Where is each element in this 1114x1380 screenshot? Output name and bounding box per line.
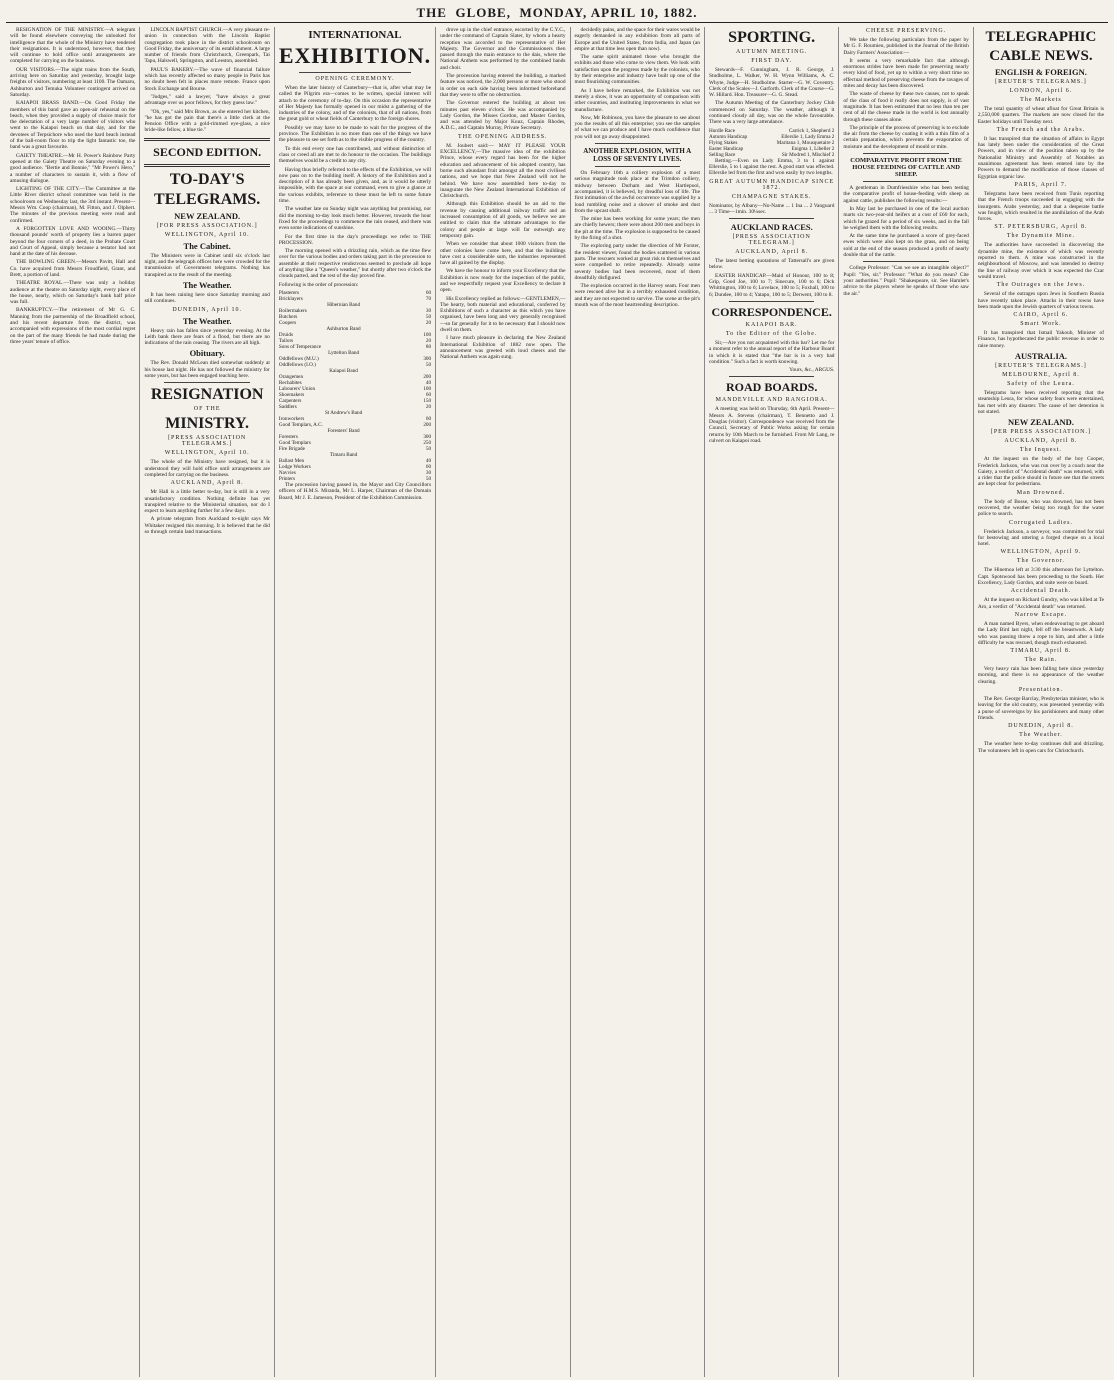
- ministry-heading: MINISTRY.: [165, 415, 250, 433]
- cable-news-heading: CABLE NEWS.: [989, 48, 1093, 64]
- article-text: The exploring party under the direction of Mr Forster, the resident viewer, found the bodies scattered in various parts. The rescuers worked at great risk to themselves and were compelled to retire repeatedly. Already some seventy bodies had been recovered, most of them dreadfully disfigured.: [574, 243, 700, 281]
- article-text: THE BOWLING GREEN.—Messrs Pavitt, Hall and Co. have acquired from Messrs Froudfield, Grant, and Brett, a portion of land.: [10, 259, 136, 278]
- section-subheading: KAIAPOI BAR.: [745, 321, 798, 328]
- procession-name: Ironworkers: [278, 415, 305, 422]
- section-subheading: Safety of the Leura.: [1007, 381, 1075, 388]
- column-7: [839, 27, 973, 1377]
- dateline: TIMARU, April 8.: [1010, 648, 1072, 655]
- procession-name: Tailors: [278, 337, 294, 344]
- dateline: AUCKLAND, April 8.: [735, 249, 809, 256]
- article-text: Telegrams have been received reporting that the steamship Leura, for whose safety fears were entertained, has met with any disaster. The cause of her detention is not stated.: [977, 390, 1105, 415]
- article-text: The explosion occurred in the Harvey seam. Four men were rescued alive but in a terribly exhausted condition, and they are not expected to survive. The scene at the pit's mouth was of the most heartrending description.: [574, 283, 700, 308]
- article-text: The latest betting quotations of Tattersall's are given below.: [708, 258, 835, 271]
- article-text: The Governor entered the building at about ten minutes past eleven o'clock. He was accompanied by Lady Gordon, the Misses Gordon, and Master Gordon, and was attended by Major Kuuz, Captain Rhodes, A.D.C., and Captain Murray, Private Secretary.: [440, 100, 566, 132]
- procession-name: Ballast Men: [278, 457, 305, 464]
- article-text: The Hinemoa left at 3:30 this afternoon for Lyttelton. Capt. Spotswood has been proceeding to the South. Her Excellency, Lady Gordon, and suite were on board.: [977, 567, 1105, 587]
- article-text: The Ministers were in Cabinet until six o'clock last night, and the telegraph offices here were crowded for the transmission of Government telegrams. Nothing has transpired as to the result of the meeting.: [144, 252, 270, 278]
- column-3: [275, 27, 436, 1377]
- columns: [6, 27, 1108, 1377]
- table-title: Following is the order of procession:: [278, 281, 359, 288]
- procession-count: 300: [423, 355, 432, 362]
- correspondence-heading: CORRESPONDENCE.: [711, 304, 832, 319]
- section-subheading: To the Editor of the Globe.: [725, 330, 818, 337]
- second-edition-heading: SECOND EDITION.: [153, 144, 262, 159]
- article-text: "Oh, yes," said Mrs Brown, as she entered her kitchen, "he has got the pain that there's a little clerk at the Pension Office with a gold-rimmed eye-glass, a nice bride-like fellow, a blue tie.": [144, 108, 270, 134]
- article-text: A gentleman in Dumfriesshire who has been testing the comparative profit of house-feeding with sheep as against cattle, publishes the following results:—: [843, 185, 969, 204]
- article-text: drove up in the chief entrance, escorted by the C.Y.C., under the command of Captain Slater, by whom a hearty reception was accorded to the representative of Her Majesty. The Governor and the Commissioners then passed through the main entrance to the dais, where the National Anthem was performed by the combined bands and choir.: [440, 27, 566, 71]
- section-subheading: The Weather.: [1019, 732, 1063, 739]
- article-text: Frederick Jackson, a surveyor, was committed for trial for bestowing and uttering a forged cheque on a local hotel.: [977, 528, 1105, 548]
- article-text: It has transpired that the situation of affairs in Egypt has lately been under the consideration of the Great Powers, and in view of the position taken up by the Nationalist Ministry and Assembly of Notables an unanimous agreement has been entered into by the Powers to demand the modification of those clauses of Egyptian organic law.: [977, 135, 1105, 180]
- dateline: CAIRO, April 6.: [1013, 312, 1069, 319]
- procession-name: Hibernian Band: [327, 301, 361, 308]
- column-6: [705, 27, 839, 1377]
- race-result: Carrick 1, Shepherd 2: [788, 127, 835, 134]
- race-name: Autumn Handicap: [708, 133, 748, 140]
- procession-name: Printers: [278, 475, 296, 482]
- section-subheading: Corrugated Ladies.: [1008, 519, 1073, 526]
- article-text: The weather late on Sunday night was anything but promising, nor did the morning to-day look much better. However, towards the hour fixed for the proceedings to commence the rain ceased, and there was even some indications of sunshine.: [278, 206, 432, 232]
- dateline: AUCKLAND, April 8.: [1004, 438, 1078, 445]
- article-text: The procession having entered the building, a marked feature was noticed, the 2,000 persons or more who stood in order on each side having been informed beforehand that they were to offer no obstruction.: [440, 73, 566, 98]
- column-5: [571, 27, 705, 1377]
- section-subheading: [PRESS ASSOCIATION TELEGRAMS.]: [168, 435, 247, 448]
- procession-count: 30: [425, 469, 432, 476]
- article-text: When the later history of Canterbury—that is, after what may be called the Pilgrim era—comes to be written, special interest will attach to the ceremony of to-day. On this occasion the representative of Her Majesty has formally opened in our midst a gathering of the industries of the colony, and of the colonists, that of all nations, from the great gold or wheat fields of Canterbury to the foreign shores.: [278, 85, 432, 123]
- divider: [595, 166, 680, 167]
- article-text: The authorities have succeeded in discovering the dynamite mine, the existence of which was recently reported to them. A mine was constructed in the neighbourhood of Moscow, and was intended to destroy the line of railway over which it was expected the Czar would travel.: [977, 242, 1105, 280]
- race-name: Flying Stakes: [708, 139, 738, 146]
- article-text: A meeting was held on Thursday, 6th April. Present—Messrs A. Stevens (chairman), T. Bennetto and J. Douglas (visitor). Correspondence was received from the Council, Secretary of Public Works asking for certain returns by 10th March to be furnished. From Mr Lang, re culvert on Kaiapoi road.: [708, 406, 835, 444]
- procession-count: 20: [425, 337, 432, 344]
- section-subheading: Man Drowned.: [1016, 489, 1066, 496]
- article-text: At the same time he purchased a score of grey-faced ewes which were also kept on the grass, and on being sold at the end of the season produced a profit of nearly double that of the cattle.: [843, 233, 969, 259]
- procession-count: 50: [425, 361, 432, 368]
- divider: [595, 143, 680, 144]
- procession-name: Foresters' Band: [327, 427, 360, 434]
- section-heading: Obituary.: [189, 348, 225, 359]
- procession-name: Druids: [278, 331, 293, 338]
- exhibition-heading: EXHIBITION.: [278, 43, 432, 68]
- section-heading: The Weather.: [182, 279, 232, 290]
- article-text: At the inquest on Richard Gundry, who was killed at Te Aro, a verdict of "Accidental death" was returned.: [977, 597, 1105, 610]
- article-text: The morning opened with a drizzling rain, which as the time flew over for the various bodies and orders taking part in the procession to assemble at their respective rendezvous seemed to preclude all hope of anything like a "Queen's weather," but shortly after two o'clock the clouds parted, and the rest of the day proved fine.: [278, 248, 432, 280]
- section-subheading: OPENING CEREMONY.: [315, 76, 395, 82]
- race-result: Maritana 1, Mousquetaire 2: [776, 139, 835, 146]
- procession-count: 100: [423, 385, 432, 392]
- article-text: BANKRUPTCY.—The retirement of Mr G. C. Manning from the partnership of the Broadfield school, and his recent departure from the district, was accompanied with expressions of the most cordial regret on the part of the many friends he had made during the three years' tenure of office.: [10, 307, 136, 345]
- section-subheading: The French and the Arabs.: [996, 126, 1086, 133]
- divider: [729, 218, 814, 219]
- article-text: "Judges," said a lawyer, "have always a great advantage over us poor fellows, for they guess law.": [144, 93, 270, 107]
- divider: [144, 164, 269, 167]
- article-text: The Rev. George Barclay, Presbyterian minister, who is leaving for the old country, was presented yesterday with a purse of sovereigns by his parishioners and many other friends.: [977, 696, 1105, 721]
- procession-name: Navvies: [278, 469, 296, 476]
- section-subheading: The Markets: [1020, 97, 1062, 103]
- article-text: Very heavy rain has been falling here since yesterday morning, and there is no appearance of the weather clearing.: [977, 666, 1105, 685]
- section-heading: The Weather.: [182, 315, 232, 326]
- procession-name: Bricklayers: [278, 295, 303, 302]
- procession-count: 50: [425, 475, 432, 482]
- intl-heading: INTERNATIONAL: [308, 29, 402, 41]
- procession-count: 150: [423, 397, 432, 404]
- article-text: We take the following particulars from the paper by Mr G. F. Roumieu, published in the Journal of the British Dairy Farmers' Association:—: [843, 37, 969, 56]
- section-subheading: GREAT AUTUMN HANDICAP SINCE 1872.: [709, 178, 835, 191]
- article-text: The procession having passed in, the Mayor and City Councillors officers of H.M.S. Miranda, Mr L. Harper, Chairman of the Domain Board, Mr J. E. Jameson, President of the Exhibition Commission.: [278, 481, 432, 501]
- procession-name: Good Templars, A.C.: [278, 421, 323, 428]
- divider: [164, 382, 249, 383]
- procession-name: Rechabites: [278, 379, 302, 386]
- dateline: ST. PETERSBURG, April 8.: [994, 224, 1088, 231]
- procession-name: Labourers' Union: [278, 385, 316, 392]
- article-text: On February 16th a colliery explosion of a most serious magnitude took place at the Trimdon colliery, midway between Durham and West Hartlepool, accompanied, it is believed, by dreadful loss of life. The first intimation of the awful occurrence was supplied by a loud rumbling noise and a shower of smoke and dust from the upcast shaft.: [574, 170, 700, 214]
- race-name: Hurdle Race: [708, 127, 736, 134]
- procession-count: 60: [425, 415, 432, 422]
- article-text: The Rev. Donald McLean died somewhat suddenly at his house last night. He has not followed the ministry for some years, but has been engaged teaching here.: [144, 360, 270, 380]
- article-text: To this end every one has contributed, and without distinction of class or creed all are met to do honour to the occasion. The buildings themselves would be a credit to any city.: [278, 145, 432, 165]
- article-text: Heavy rain has fallen since yesterday evening. At the Leith bank there are fears of a flood, but there are no indications of the rain ceasing. The rivers are all high.: [144, 327, 270, 347]
- article-text: College Professor: "Can we see an intangible object?" Pupil: "Yes, sir." Professor: "What do you mean? Cite your authorities." Pupil: "Shakespeare, sir. See Hamlet's advice to the players where he speaks of those who saw the air.": [843, 265, 969, 297]
- section-heading: COMPARATIVE PROFIT FROM THE HOUSE FEEDING OF CATTLE AND SHEEP.: [850, 157, 962, 179]
- divider: [729, 376, 814, 377]
- article-text: As I have before remarked, the Exhibition was not merely a show, it was an opportunity of comparison with other countries, and instituting improvements in what we manufacture.: [574, 87, 700, 113]
- section-heading: NEW ZEALAND.: [1007, 417, 1074, 428]
- section-heading: ENGLISH & FOREIGN.: [994, 67, 1087, 77]
- race-name: Easter Handicap: [708, 145, 744, 152]
- todays-heading: TO-DAY'S: [169, 170, 245, 188]
- column-2: [140, 27, 274, 1377]
- article-text: decidedly pains, and the space for their wares would be eagerly demanded in any exhibition from all parts of Europe and the United States, from India, and Japan (an empire at that time less open than now).: [574, 27, 700, 52]
- procession-name: Coopers: [278, 319, 297, 326]
- procession-count: 20: [425, 403, 432, 410]
- procession-name: Ashburton Band: [326, 325, 361, 332]
- section-subheading: The Inquest.: [1019, 447, 1062, 454]
- procession-count: 250: [423, 439, 432, 446]
- masthead-left: THE: [416, 5, 447, 20]
- section-subheading: Narrow Escape.: [1014, 611, 1068, 618]
- article-text: A man named Byers, when endeavouring to get aboard the Lady Bird last night, fell off the breastwork. A lady who was passing threw a rope to him, and after a little difficulty he was rescued, though much exhausted.: [977, 620, 1105, 646]
- column-1: [6, 27, 140, 1377]
- procession-name: Butchers: [278, 313, 298, 320]
- divider: [863, 261, 948, 262]
- resignation-heading: RESIGNATION: [150, 386, 264, 404]
- race-result: Enigma 1, Libeller 2: [791, 145, 835, 152]
- article-text: GAIETY THEATRE.—Mr H. Power's Rainbow Party opened at the Gaiety Theatre on Saturday evening to a good audience. "Bertie and Bonnie," "Mr Power's Hero," a number of characters to sustain it, with a flow of amusing dialogue.: [10, 152, 136, 184]
- section-subheading: [REUTER'S TELEGRAMS.]: [995, 363, 1087, 370]
- procession-count: 60: [425, 391, 432, 398]
- procession-name: Boilermakers: [278, 307, 307, 314]
- article-text: RESIGNATION OF THE MINISTRY.—A telegram will be found elsewhere conveying the unlooked for intelligence that the whole of the Ministry have tendered their resignations. It is understood, however, that they will continue to hold office until arrangements are completed for carrying on the business.: [10, 27, 136, 65]
- article-text: At the inquest on the body of the boy Cooper, Frederick Jackson, who was run over by a coach near the Gaiety, a verdict of "Accidental death" was returned, with a rider that the police should in future see that the streets are kept clear for pedestrians.: [977, 456, 1105, 488]
- race-result: Sir Modred 1, Mischief 2: [781, 151, 835, 158]
- dateline: WELLINGTON, April 10.: [164, 231, 250, 238]
- article-text: Mr Hall is a little better to-day, but is still in a very unsatisfactory condition. Nothing definite has yet transpired relative to the Ministerial situation, nor do I expect to learn anything further for a few days.: [144, 489, 270, 515]
- article-text: We have the honour to inform your Excellency that the Exhibition is now ready for the inspection of the public, and we respectfully request your Excellency to declare it open.: [440, 268, 566, 294]
- section-heading: NEW ZEALAND.: [174, 210, 241, 221]
- dateline: MELBOURNE, April 8.: [1002, 372, 1080, 379]
- section-subheading: THE OPENING ADDRESS.: [458, 133, 548, 140]
- article-text: Several of the outrages upon Jews in Southern Russia have recently taken place. Attacks in their towns have been made upon the Jewish quarters of various towns.: [977, 291, 1105, 310]
- procession-count: 60: [425, 289, 432, 296]
- divider: [863, 181, 948, 182]
- section-subheading: The Dynamite Mine.: [1006, 233, 1075, 240]
- section-subheading: The Governor.: [1016, 558, 1065, 565]
- divider: [299, 72, 411, 73]
- article-text: When we consider that about 1000 visitors from the other colonies have come here, and that the buildings have cost a considerable sum, the industries represented have all gained by the display.: [440, 241, 566, 267]
- section-heading: AUSTRALIA.: [1014, 351, 1068, 362]
- procession-name: St Andrew's Band: [324, 409, 363, 416]
- section-subheading: CHEESE PRESERVING.: [866, 28, 947, 34]
- article-text: In May last he purchased in one of the local auction marts six two-year-old heifers at a cost of £60 for each, which he grazed for a period of six weeks, and in the fall he weighed them with the following results.: [843, 205, 969, 231]
- procession-count: 80: [425, 343, 432, 350]
- article-text: Although this Exhibition should be an aid to the revenue by causing additional railway traffic and an increased consumption of all goods, we believe we are entitled to claim that the ultimate advantages to the colony and people at large will far outweigh any temporary gain.: [440, 201, 566, 239]
- procession-count: 200: [423, 421, 432, 428]
- section-subheading: AUTUMN MEETING.: [736, 49, 808, 55]
- article-text: Having thus briefly referred to the effects of the Exhibition, we will now pass on to the building itself. A history of the Exhibition and a description of it has already been given, and, as it would be utterly impossible, with the space at our command, even to give a glance at the various exhibits, reference to these must be left to some future time.: [278, 166, 432, 205]
- sporting-heading: SPORTING.: [728, 29, 816, 46]
- procession-count: 100: [423, 331, 432, 338]
- section-subheading: Smart Work.: [1020, 321, 1062, 328]
- procession-name: Lyttelton Band: [328, 349, 360, 356]
- section-heading: The Cabinet.: [183, 240, 231, 251]
- article-text: For the first time in the day's proceedings we refer to THE PROCESSION.: [278, 233, 432, 246]
- column-8: [974, 27, 1108, 1377]
- procession-name: Shoemakers: [278, 391, 305, 398]
- article-text: The total quantity of wheat afloat for Great Britain is 2,550,000 quarters. The markets are now closed for the Easter holidays until Tuesday next.: [977, 106, 1105, 125]
- article-text: A private telegram from Auckland to-night says Mr Whitaker resigned this morning. It is believed that he did so through certain land transactions.: [144, 516, 270, 535]
- dateline: WELLINGTON, April 10.: [164, 450, 250, 457]
- section-subheading: [PRESS ASSOCIATION TELEGRAM.]: [732, 234, 811, 247]
- divider: [729, 301, 814, 302]
- procession-name: Lodge Workers: [278, 463, 311, 470]
- article-text: The same spirit animated those who brought the exhibits and those who come to view them. We look with satisfaction upon the progress made by the colonists, who by their enterprise and industry have built up one of the most flourishing communities.: [574, 54, 700, 86]
- article-text: It has been raining here since Saturday morning and still continues.: [144, 291, 270, 305]
- procession-name: Plasterers: [278, 289, 300, 296]
- section-subheading: [PER PRESS ASSOCIATION.]: [990, 429, 1092, 436]
- article-text: M. Joubert said:— MAY IT PLEASE YOUR EXCELLENCY,—The massive idea of the exhibition Prince, whose every regard has been for the higher education and advancement of his adopted country, has borne such abundant fruit amongst all the most civilised nations, and we hope that New Zealand will not be behind. We have now assembled here to-day to inaugurate the New Zealand International Exhibition of Christchurch.: [440, 142, 566, 200]
- procession-name: Sons of Temperance: [278, 343, 322, 350]
- dateline: DUNEDIN, April 8.: [1008, 723, 1074, 730]
- dateline: WELLINGTON, April 9.: [1000, 549, 1082, 556]
- article-text: KAIAPOI BRASS BAND.—On Good Friday the members of this band gave an open-air rehearsal on the beach, when they provided a supply of choice music for the delectation of a very large number of visitors who went to the Kaiapoi beach on that day, and for the devotees of Terpsichore who used the hard beach instead of the ball-room floor to trip the light fantastic toe, the band was a great favourite.: [10, 100, 136, 151]
- masthead-date: MONDAY, APRIL 10, 1882.: [519, 5, 698, 20]
- article-text: Betting.—Even on Lady Emma, 3 to 1 against Ellerslie, 5 to 1 against the rest. A good start was effected. Ellerslie led from the first and won easily by two lengths.: [708, 157, 835, 177]
- procession-count: 200: [423, 373, 432, 380]
- procession-table: [279, 290, 431, 482]
- section-subheading: CHAMPAGNE STAKES.: [731, 193, 812, 200]
- section-subheading: FIRST DAY.: [751, 58, 793, 64]
- procession-count: 50: [425, 313, 432, 320]
- procession-count: 40: [425, 457, 432, 464]
- article-text: EASTER HANDICAP.—Maid of Honour, 100 to 8; Grip, Good Joe, 100 to 7; Sinecure, 100 to 6; Dick Whittington, 100 to 6; Lovelace, 100 to 5; Foxhall, 100 to 6; Dundee, 100 to 4; Yatapo, 100 to 5; Derwent, 100 to 8.: [708, 272, 835, 298]
- section-subheading: MANDEVILLE AND RANGIORA.: [715, 397, 828, 404]
- procession-name: Orangemen: [278, 373, 304, 380]
- article-text: It seems a very remarkable fact that although enormous strides have been made for preserving nearly every kind of food, yet up to within a very short time no effectual method of preserving cheese from the ravages of mites and decay has been discovered.: [843, 57, 969, 90]
- procession-name: Carpenters: [278, 397, 302, 404]
- procession-name: Foresters: [278, 433, 298, 440]
- divider: [863, 153, 948, 154]
- article-text: It has transpired that Ismail Yakoub, Minister of Finance, has hypothecated the public revenue in order to raise money.: [977, 330, 1105, 349]
- masthead: [6, 4, 1108, 23]
- section-subheading: Presentation.: [1018, 687, 1064, 694]
- article-text: The weather here to-day continues dull and drizzling. The volunteers left in open cars for Christchurch.: [977, 741, 1105, 754]
- dateline: LONDON, April 6.: [1009, 88, 1073, 94]
- race-name: Selling Race: [708, 151, 736, 158]
- telegraphic-heading: TELEGRAPHIC: [985, 29, 1097, 45]
- article-text: Telegrams have been received from Tunis reporting that the French troops succeeded in engaging with the insurgents. Arabs yesterday, and that a desperate battle was fought, which resulted in the annihilation of the Arab forces.: [977, 190, 1105, 223]
- article-text: The waste of cheese by these two causes, not to speak of the class of food it really does not supply, is of vast magnitude. It has been estimated that no less than ten per cent of all the cheese made in the world is lost annually through these causes alone.: [843, 91, 969, 123]
- section-subheading: The Outrages on the Jews.: [996, 282, 1086, 289]
- procession-count: 60: [425, 463, 432, 470]
- procession-count: 40: [425, 379, 432, 386]
- procession-count: 50: [425, 445, 432, 452]
- procession-name: Timaru Band: [329, 451, 358, 458]
- procession-count: 300: [423, 433, 432, 440]
- procession-name: Kaiapoi Band: [329, 367, 358, 374]
- section-subheading: [FOR PRESS ASSOCIATION.]: [156, 222, 258, 229]
- procession-count: 20: [425, 319, 432, 326]
- procession-count: 30: [425, 307, 432, 314]
- section-subheading: [REUTER'S TELEGRAMS.]: [995, 79, 1087, 85]
- masthead-name: GLOBE,: [455, 5, 511, 20]
- article-text: Nominator, by Albany—No-Name ... 1 Ina ... 2 Vanguard ... 3 Time—1min. 30¼sec.: [708, 202, 835, 215]
- section-heading: ANOTHER EXPLOSION, WITH A LOSS OF SEVENTY LIVES.: [583, 147, 692, 164]
- article-text: LIGHTING OF THE CITY.—The Committee at the Little River district school committee was held in the schoolroom on Wednesday last, the 3rd instant. Present—Messrs Wm. Coop (chairman), M. Fitton, and J. Olphert. The minutes of the previous meeting were read and confirmed.: [10, 186, 136, 224]
- article-text: The whole of the Ministry have resigned, but it is understood they will hold office until arrangements are completed for carrying on the business.: [144, 459, 270, 478]
- road-boards-heading: ROAD BOARDS.: [726, 380, 818, 395]
- dateline: DUNEDIN, April 10.: [172, 306, 242, 313]
- telegrams-heading: TELEGRAMS.: [154, 190, 261, 208]
- section-subheading: The Rain.: [1024, 657, 1058, 664]
- section-heading: AUCKLAND RACES.: [730, 222, 813, 233]
- article-text: Stewards—F. Cunningham, J. R. George, J. Studholme, L. Walker, W. H. Wynn Williams, A. C. Whyte, Judge—H. Studholme. Starter—G. W. Coventry. Clerk of the Scales—J. Garforth. Clerk of the Course—G. W. Hillard. Hon. Treasurer—G. G. Stead.: [708, 67, 835, 99]
- article-text: His Excellency replied as follows:—GENTLEMEN,—The hearty, both material and educational, conferred by Exhibitions of such a character as this which you have organised, have been long and very generally recognised—so far generally for it to be necessary that I should now dwell on them.: [440, 295, 566, 334]
- procession-name: Fire Brigade: [278, 445, 305, 452]
- article-text: Now, Mr Robinson, you have the pleasure to see about you the results of all this enterprise; you see the samples of what we can produce and I have much confidence that you will not go away disappointed.: [574, 114, 700, 140]
- article-text: The principle of the process of preserving is to exclude the air from the cheese by coating it with a thin film of a certain preparation, which prevents the evaporation of moisture and the development of mould or mite.: [843, 124, 969, 150]
- race-result: Ellerslie 1, Lady Emma 2: [781, 133, 835, 140]
- article-text: The mine has been working for some years; the men are chiefly hewers; there were about 200 men and boys in the pit at the time. The explosion is supposed to be caused by the firing of a shot.: [574, 216, 700, 242]
- article-text: LINCOLN BAPTIST CHURCH.—A very pleasant re-union in connection with the Lincoln Baptist congregation took place in the district schoolroom on Good Friday, the anniversary of its establishment. A large number of friends from Christchurch, Greenpark, Tai Tapu, Halswell, Springston, and Leeston, assembled.: [144, 27, 270, 65]
- procession-count: 70: [425, 295, 432, 302]
- section-subheading: Accidental Death.: [1010, 588, 1072, 595]
- article-text: THEATRE ROYAL.—There was only a holiday audience at the theatre on Saturday night, every place of the house, nearly, which on Saturday's bank half price was full.: [10, 280, 136, 306]
- dateline: AUCKLAND, April 8.: [170, 480, 244, 487]
- procession-name: Oddfellows (M.U.): [278, 355, 319, 362]
- article-text: A FORGOTTEN LOVE AND WOOING.—Thirty thousand pounds' worth of property lies a barren paper beyond the four corners of a deed, in the Probate Court and Court of Appeal, simply because a testator had not hand at the date of his decease.: [10, 225, 136, 258]
- divider: [144, 138, 269, 141]
- article-text: PAUL'S BAKERY.—The wave of financial failure which has recently affected so many people in Paris has no doubt been felt in places more remote. France upon Stock Exchange and Bourse.: [144, 66, 270, 92]
- dateline: PARIS, April 7.: [1014, 181, 1068, 188]
- article-text: Sir,—Are you not acquainted with this bar? Let me for a moment refer to the annual report of the Harbour Board in which it is stated that "the bar is in a very bad condition." Such a fact is worth knowing.: [708, 339, 835, 365]
- procession-name: Saddlers: [278, 403, 297, 410]
- column-4: [436, 27, 570, 1377]
- article-text: The body of Bosse, who was drowned, has not been recovered, the weather being too rough for the water police to search.: [977, 498, 1105, 518]
- article-text: The Autumn Meeting of the Canterbury Jockey Club commenced on Saturday. The weather, although it continued cloudy all day, was on the whole favourable. There was a very large attendance.: [708, 100, 835, 126]
- section-subheading: OF THE: [193, 406, 221, 413]
- article-text: OUR VISITORS.—The night trains from the South, arriving here on Saturday and yesterday, brought large freights of visitors, numbering at least 1100. The Oamaru, Ashburton and Temuka Volunteer contingent arrived on Saturday.: [10, 66, 136, 98]
- procession-name: Good Templars: [278, 439, 311, 446]
- procession-name: Oddfellows (I.O.): [278, 361, 316, 368]
- article-text: Yours, &c., ARGUS.: [789, 367, 835, 374]
- results-table: [709, 128, 834, 158]
- article-text: Possibly we may have to be made to wait for the progress of the province. The Exhibition is no more than one of the things we have the pleasure to see set forth as to the visible progress of the country.: [278, 124, 432, 144]
- article-text: I have much pleasure in declaring the New Zealand International Exhibition of 1882 now open. The announcement was greeted with loud cheers and the National Anthem was again sung.: [440, 335, 566, 361]
